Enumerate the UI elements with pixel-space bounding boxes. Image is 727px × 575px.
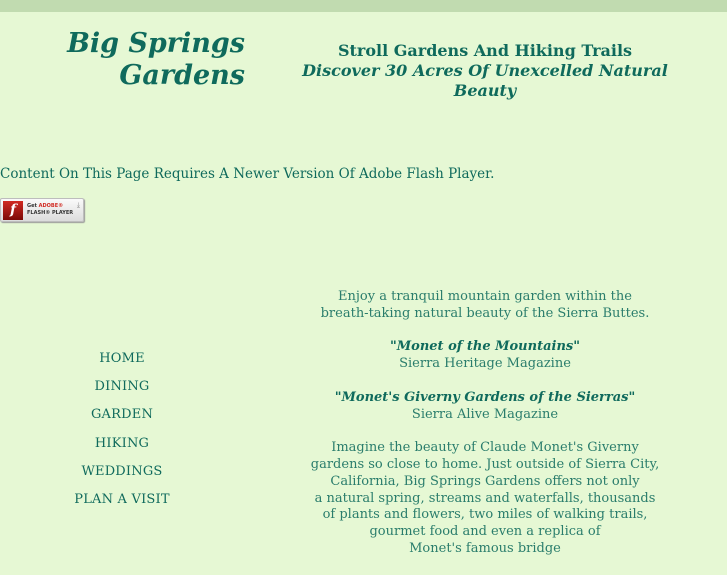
nav-dining[interactable]: DINING <box>94 379 150 395</box>
nav-garden[interactable]: GARDEN <box>90 407 154 423</box>
flash-badge-get: Get <box>27 203 37 209</box>
main-content <box>300 289 670 575</box>
intro-paragraph <box>300 289 670 323</box>
nav-weddings[interactable]: WEDDINGS <box>81 463 163 479</box>
header-tagline <box>270 41 700 101</box>
nav-home[interactable]: HOME <box>99 351 145 366</box>
nav-hiking[interactable]: HIKING <box>94 435 150 451</box>
logo-line2: Gardens <box>119 60 245 91</box>
quote-text: "Monet of the Mountains" <box>389 339 580 355</box>
download-arrow-icon: ⤓ <box>76 201 80 209</box>
body-line: California, Big Springs Gardens offers not only <box>330 473 640 489</box>
quote-text: "Monet's Giverny Gardens of the Sierras" <box>334 389 636 405</box>
tagline-primary: Stroll Gardens And Hiking Trails <box>337 41 633 60</box>
tagline-secondary: Discover 30 Acres Of Unexcelled Natural Beauty <box>302 61 668 100</box>
nav-plan-a-visit[interactable]: PLAN A VISIT <box>74 492 170 508</box>
testimonial-1 <box>300 339 670 373</box>
logo-line1: Big Springs <box>67 28 245 59</box>
quote-source: Sierra Heritage Magazine <box>399 356 571 372</box>
intro-line2: breath-taking natural beauty of the Sierra Buttes. <box>320 305 650 321</box>
top-bar <box>0 0 727 12</box>
flash-badge-text <box>27 203 73 217</box>
body-line: of plants and flowers, two miles of walking trails, <box>322 507 648 523</box>
body-line: gourmet food and even a replica of <box>369 524 601 540</box>
body-line: a natural spring, streams and waterfalls, thousands <box>314 490 656 506</box>
intro-line1: Enjoy a tranquil mountain garden within the <box>338 289 632 304</box>
get-flash-player-button[interactable] <box>0 198 84 222</box>
testimonial-2 <box>300 390 670 424</box>
flash-required-message: Content On This Page Requires A Newer Version Of Adobe Flash Player. <box>0 166 495 182</box>
site-logo[interactable] <box>67 28 245 92</box>
quote-source: Sierra Alive Magazine <box>411 406 559 422</box>
description-paragraph <box>300 440 670 558</box>
body-line: gardens so close to home. Just outside of Sierra City, <box>310 456 660 472</box>
main-nav <box>62 345 182 514</box>
flash-logo-icon: f <box>3 201 23 220</box>
body-line: Monet's famous bridge <box>409 540 561 556</box>
flash-badge-player: FLASH® PLAYER <box>27 210 74 216</box>
body-line: Imagine the beauty of Claude Monet's Giverny <box>331 440 639 456</box>
flash-badge-adobe: ADOBE® <box>38 203 64 209</box>
